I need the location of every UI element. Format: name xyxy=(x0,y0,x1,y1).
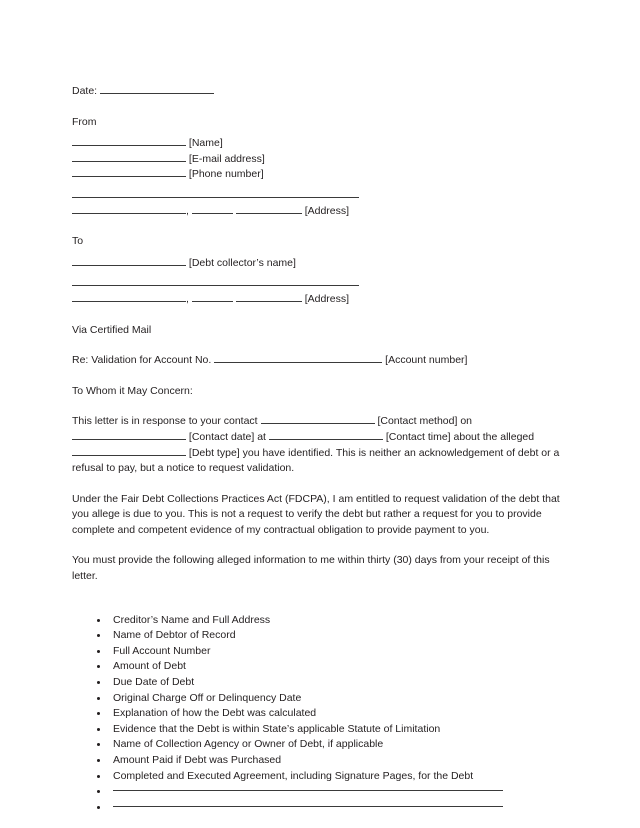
from-name-rule[interactable] xyxy=(72,136,186,146)
re-line xyxy=(72,353,568,369)
delivery-method-text: Via Certified Mail xyxy=(72,323,152,336)
bullet-dot-icon xyxy=(97,759,100,762)
list-item-label: Completed and Executed Agreement, including Signature Pages, for the Debt xyxy=(113,769,474,782)
list-item-label: Explanation of how the Debt was calculated xyxy=(113,707,317,720)
salutation-section xyxy=(72,384,568,400)
account-number-label: [Account number] xyxy=(385,354,468,367)
date-label: Date: xyxy=(72,85,98,97)
to-address-label: [Address] xyxy=(304,292,350,305)
list-item-label: Name of Collection Agency or Owner of Debt, if applicable xyxy=(113,738,384,751)
list-item xyxy=(72,613,568,629)
to-city-rule[interactable] xyxy=(72,292,186,302)
to-collector-label: [Debt collector’s name] xyxy=(188,256,296,269)
contact-date-label: [Contact date] at xyxy=(188,430,266,443)
bullet-dot-icon xyxy=(97,697,100,700)
list-item xyxy=(72,753,568,769)
bullet-dot-icon xyxy=(97,665,100,668)
account-number-rule[interactable] xyxy=(214,353,382,363)
from-street-row xyxy=(72,188,568,204)
contact-method-label: [Contact method] on xyxy=(377,415,472,428)
list-item xyxy=(72,628,568,644)
blank-write-in-rule[interactable] xyxy=(113,781,503,791)
letter-body xyxy=(72,84,568,815)
list-item-label: Due Date of Debt xyxy=(113,676,195,689)
list-item-label: Name of Debtor of Record xyxy=(113,629,236,642)
deadline-paragraph: You must provide the following alleged information to me within thirty (30) days from your receipt of this letter. xyxy=(72,554,550,583)
debt-type-rule[interactable] xyxy=(72,446,186,456)
date-section xyxy=(72,84,568,100)
list-item-label: Creditor’s Name and Full Address xyxy=(113,613,271,626)
from-city-rule[interactable] xyxy=(72,204,186,214)
from-zip-rule[interactable] xyxy=(236,204,302,214)
from-phone-row xyxy=(72,167,568,183)
list-item xyxy=(72,706,568,722)
from-email-label: [E-mail address] xyxy=(188,152,265,165)
list-item xyxy=(72,722,568,738)
list-item xyxy=(72,675,568,691)
re-section xyxy=(72,353,568,369)
from-phone-rule[interactable] xyxy=(72,167,186,177)
bullet-dot-icon xyxy=(97,775,100,778)
bullet-dot-icon xyxy=(97,634,100,637)
list-item xyxy=(72,737,568,753)
from-state-rule[interactable] xyxy=(192,204,233,214)
to-section xyxy=(72,234,568,307)
from-email-rule[interactable] xyxy=(72,152,186,162)
bullet-dot-icon xyxy=(97,681,100,684)
response-part-1: This letter is in response to your contact xyxy=(72,415,258,428)
to-state-rule[interactable] xyxy=(192,292,233,302)
debt-type-label: [Debt type] you have identified. This is neither an acknowledgement of debt or a xyxy=(188,446,560,459)
bullet-dot-icon xyxy=(97,712,100,715)
bullet-dot-icon xyxy=(97,619,100,622)
date-input-rule[interactable] xyxy=(100,84,214,94)
bullet-dot-icon xyxy=(97,806,100,809)
contact-date-rule[interactable] xyxy=(72,430,186,440)
from-heading: From xyxy=(72,115,97,128)
bullet-dot-icon xyxy=(97,728,100,731)
bullet-dot-icon xyxy=(97,650,100,653)
list-item-label: Amount Paid if Debt was Purchased xyxy=(113,754,282,766)
bullet-dot-icon xyxy=(97,790,100,793)
contact-time-rule[interactable] xyxy=(269,430,383,440)
from-address-label: [Address] xyxy=(304,204,350,217)
list-item xyxy=(72,659,568,675)
response-paragraph xyxy=(72,414,568,476)
from-name-row xyxy=(72,136,568,152)
from-street-rule[interactable] xyxy=(72,188,359,198)
from-address-comma: , xyxy=(186,204,189,217)
to-zip-rule[interactable] xyxy=(236,292,302,302)
requested-items-list xyxy=(72,613,568,816)
from-name-label: [Name] xyxy=(188,137,223,150)
response-part-5: refusal to pay, but a notice to request validation. xyxy=(72,462,295,475)
to-citystatezip-row xyxy=(72,292,568,308)
to-heading: To xyxy=(72,235,84,248)
contact-time-label: [Contact time] about the alleged xyxy=(385,430,535,443)
from-email-row xyxy=(72,152,568,168)
to-collector-row xyxy=(72,256,568,272)
fdcpa-paragraph: Under the Fair Debt Collections Practices Act (FDCPA), I am entitled to request validation of the debt that you allege is due to you. This is not a request to verify the debt but rather a request for you to provide complete and competent evidence of my contractual obligation to provide payment to you. xyxy=(72,492,560,536)
delivery-method-section xyxy=(72,323,568,339)
list-item-blank xyxy=(72,800,568,816)
to-collector-rule[interactable] xyxy=(72,256,186,266)
from-section xyxy=(72,115,568,220)
bullet-dot-icon xyxy=(97,743,100,746)
to-street-row xyxy=(72,276,568,292)
list-item-label: Amount of Debt xyxy=(113,660,186,673)
list-item-label: Evidence that the Debt is within State’s applicable Statute of Limitation xyxy=(113,722,441,735)
to-street-rule[interactable] xyxy=(72,276,359,286)
from-citystatezip-row xyxy=(72,204,568,220)
list-item xyxy=(72,691,568,707)
from-phone-label: [Phone number] xyxy=(188,168,264,181)
re-prefix: Re: Validation for Account No. xyxy=(72,354,212,367)
contact-method-rule[interactable] xyxy=(261,414,375,424)
to-address-comma: , xyxy=(186,292,189,305)
list-item-label: Full Account Number xyxy=(113,644,211,657)
blank-write-in-rule[interactable] xyxy=(113,797,503,807)
salutation-text: To Whom it May Concern: xyxy=(72,384,193,397)
list-item-label: Original Charge Off or Delinquency Date xyxy=(113,691,302,704)
date-line xyxy=(72,84,568,100)
list-item xyxy=(72,644,568,660)
